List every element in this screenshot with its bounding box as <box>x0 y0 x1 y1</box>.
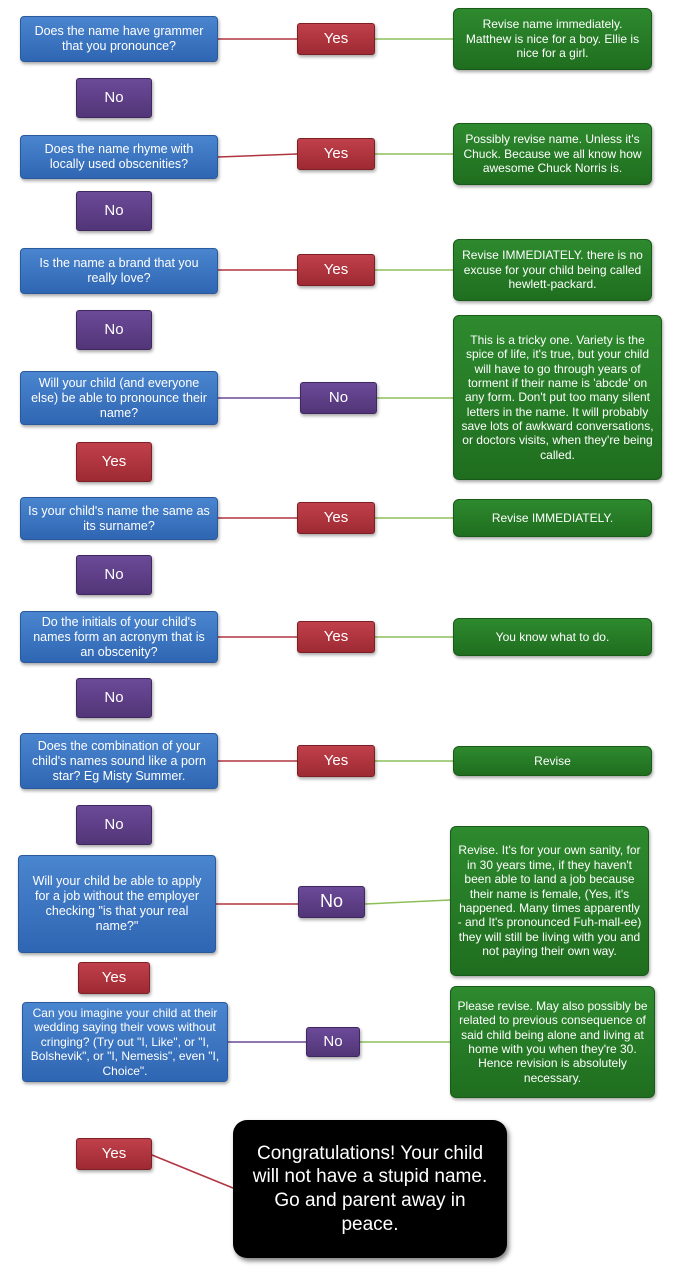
outcome-4: This is a tricky one. Variety is the spice of life, it's true, but your child will have to go through years of torment if their name is 'abcde' on any form. Don't put too many silent letters in the name. It will probably save lots of awkward conversations, or doctors visits, when they're being called. <box>453 315 662 480</box>
connector-q2-answer <box>218 154 297 157</box>
answer-yes-4: Yes <box>76 442 152 482</box>
connector-answer8-outcome <box>365 900 450 904</box>
answer-yes-2: Yes <box>297 138 375 170</box>
outcome-3: Revise IMMEDIATELY. there is no excuse for your child being called hewlett-packard. <box>453 239 652 301</box>
answer-yes-8: Yes <box>78 962 150 994</box>
answer-yes-final: Yes <box>76 1138 152 1170</box>
outcome-9: Please revise. May also possibly be related to previous consequence of said child being alone and living at home with you when they're 30. Hence revision is absolutely necessary. <box>450 986 655 1098</box>
question-9: Can you imagine your child at their wedding saying their vows without cringing? (Try out "I, Like", or "I, Bolshevik", or "I, Nemesis", even "I, Choice". <box>22 1002 228 1082</box>
answer-yes-3: Yes <box>297 254 375 286</box>
answer-no-2: No <box>76 191 152 231</box>
question-1: Does the name have grammer that you pronounce? <box>20 16 218 62</box>
question-3: Is the name a brand that you really love? <box>20 248 218 294</box>
answer-no-4: No <box>300 382 377 414</box>
answer-no-6: No <box>76 678 152 718</box>
answer-yes-1: Yes <box>297 23 375 55</box>
outcome-5: Revise IMMEDIATELY. <box>453 499 652 537</box>
answer-no-5: No <box>76 555 152 595</box>
answer-no-3: No <box>76 310 152 350</box>
question-5: Is your child's name the same as its surname? <box>20 497 218 540</box>
outcome-8: Revise. It's for your own sanity, for in 30 years time, if they haven't been able to land a job because their name is female, (Yes, it's happened. Many times apparently - and It's pronounced Fuh-mall-ee) they will still be living with you and not paying their own way. <box>450 826 649 976</box>
answer-no-1: No <box>76 78 152 118</box>
question-4: Will your child (and everyone else) be able to pronounce their name? <box>20 371 218 425</box>
question-6: Do the initials of your child's names form an acronym that is an obscenity? <box>20 611 218 663</box>
answer-yes-7: Yes <box>297 745 375 777</box>
final-message: Congratulations! Your child will not have a stupid name. Go and parent away in peace. <box>233 1120 507 1258</box>
question-7: Does the combination of your child's names sound like a porn star? Eg Misty Summer. <box>20 733 218 789</box>
question-2: Does the name rhyme with locally used obscenities? <box>20 135 218 179</box>
answer-yes-5: Yes <box>297 502 375 534</box>
outcome-6: You know what to do. <box>453 618 652 656</box>
answer-no-9: No <box>306 1027 360 1057</box>
answer-no-7: No <box>76 805 152 845</box>
outcome-7: Revise <box>453 746 652 776</box>
answer-yes-6: Yes <box>297 621 375 653</box>
outcome-1: Revise name immediately. Matthew is nice for a boy. Ellie is nice for a girl. <box>453 8 652 70</box>
answer-no-8: No <box>298 886 365 918</box>
connector-final-yes-to-final <box>152 1155 233 1188</box>
outcome-2: Possibly revise name. Unless it's Chuck. Because we all know how awesome Chuck Norris is. <box>453 123 652 185</box>
question-8: Will your child be able to apply for a job without the employer checking "is that your real name?" <box>18 855 216 953</box>
